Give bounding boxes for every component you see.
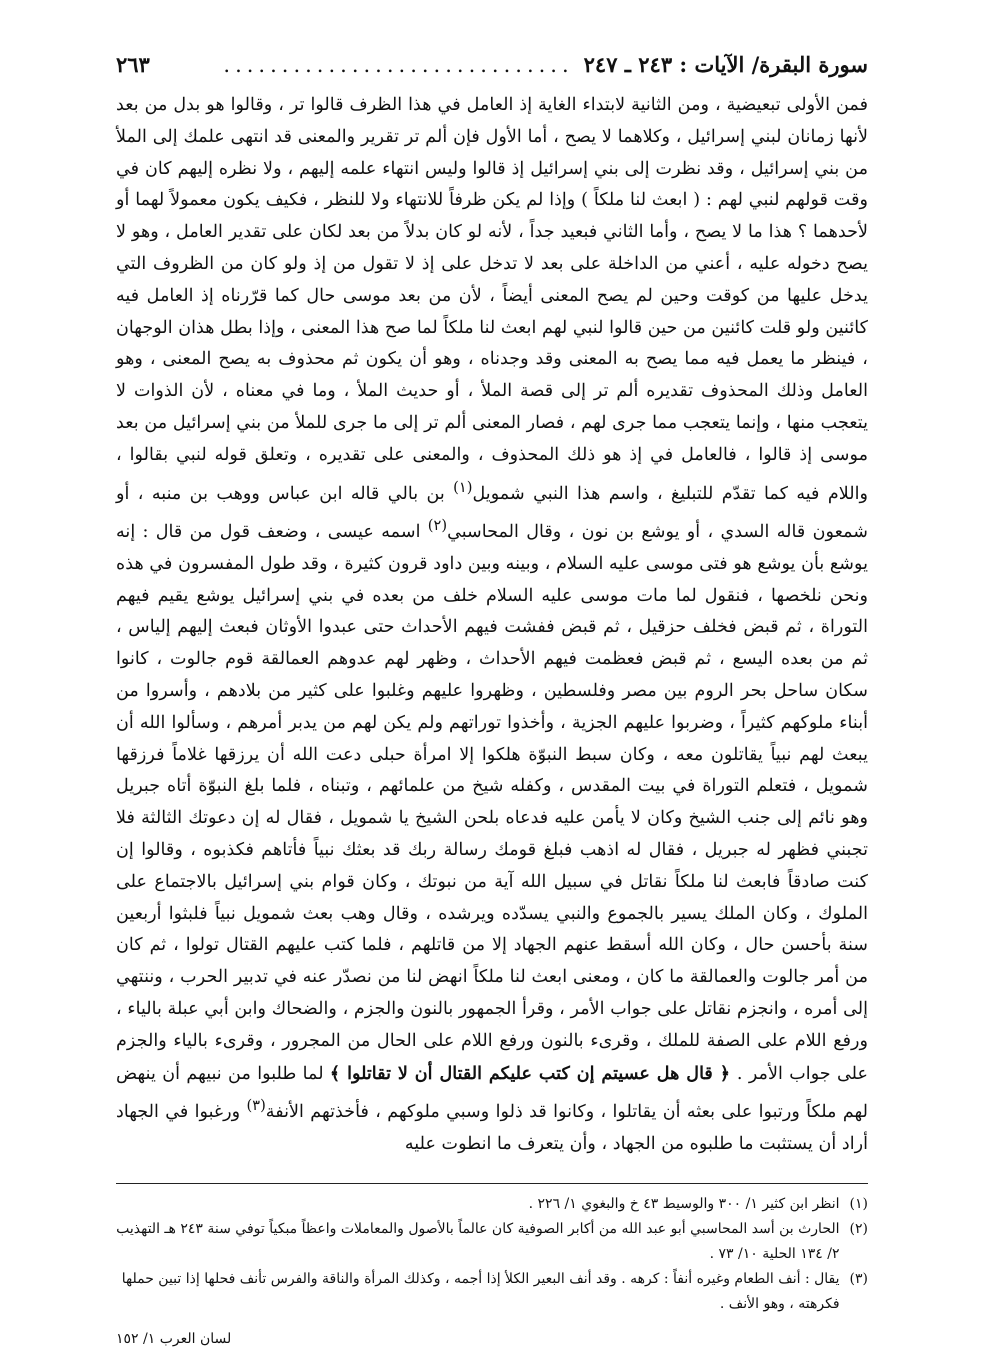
- footnote-number: (٢): [849, 1220, 868, 1237]
- source-reference: لسان العرب ١/ ١٥٢: [116, 1330, 232, 1347]
- text-run: اسمه عيسى ، وضعف قول من قال : إنه يوشع بأن يوشع هو فتى موسى عليه السلام ، وبينه وبين داود قرون كثيرة ، وقد طول المفسرون في هذه ونحن نلخصها ، فنقول لما مات موسى عليه السلام خلف من بعده في بني إسرائيل يوشع يقيم فيهم التوراة ، ثم قبض فخلف حزقيل ، ثم قبض ففشت فيهم الأحداث حتى عبدوا الأوثان فبعث إليهم إلياس ، ثم من بعده اليسع ، ثم قبض فعظمت فيهم الأحداث ، وظهر لهم عدوهم العمالقة قوم جالوت ، كانوا سكان ساحل بحر الروم بين مصر وفلسطين ، وظهروا عليهم وغلبوا على كثير من بلادهم ، وأسروا من أبناء ملوكهم كثيراً ، وضربوا عليهم الجزية ، وأخذوا توراتهم ولم يكن لهم من يدبر أمرهم ، وسألوا الله أن يبعث لهم نبياً يقاتلون معه ، وكان سبط النبوّة هلكوا إلا امرأة حبلى دعت الله أن يرزقها غلاماً فرزقها شمويل ، فتعلم التوراة في بيت المقدس ، وكفله شيخ من علمائهم ، وتبناه ، فلما بلغ النبوّة أتاه جبريل وهو نائم إلى جنب الشيخ وكان لا يأمن عليه فدعاه بلحن الشيخ يا شمويل ، فقال له إن دعوتك الثالثة فلا تجبني فظهر له جبريل ، فقال له اذهب فبلغ قومك رسالة ربك قد بعثك نبياً فأتاهم فكذبوه ، وقالوا إن كنت صادقاً فابعث لنا ملكاً نقاتل في سبيل الله آية من نبوتك ، وكان قوام بني إسرائيل بالاجتماع على الملوك ، وكان الملك يسير بالجموع والنبي يسدّده ويرشده ، وقال وهب بعث شمويل نبياً فلبثوا أربعين سنة بأحسن حال ، وكان الله أسقط عنهم الجهاد إلا من قاتلهم ، فلما كتب عليهم القتال تولوا ، ثم كان من أمر جالوت والعمالقة ما كان ، ومعنى ابعث لنا ملكاً انهض لنا من نصدّر عنه في تدبير الحرب ، وننتهي إلى أمره ، وانجزم نقاتل على جواب الأمر ، وقرأ الجمهور بالنون والجزم ، والضحاك وابن أبي عبلة بالياء ، ورفع اللام على الصفة للملك ، وقرىء بالنون ورفع اللام على الحال من المجرور ، وقرىء بالياء والجزم على جواب الأمر .: [116, 522, 868, 1084]
- footnote: [116, 1217, 868, 1267]
- footnote-text: الحارث بن أسد المحاسبي أبو عبد الله من أكابر الصوفية كان عالماً بالأصول والمعاملات واعظاً مبكياً توفي سنة ٢٤٣ هـ التهذيب ٢/ ١٣٤ الحلية ١٠/ ٧٣ .: [116, 1220, 840, 1262]
- chapter-title: سورة البقرة/ الآيات : ٢٤٣ ـ ٢٤٧: [583, 52, 868, 77]
- footnote-text: انظر ابن كثير ١/ ٣٠٠ والوسيط ٤٣ خ والبغوي ١/ ٢٢٦ .: [528, 1195, 840, 1212]
- footnote-marker-3: (٣): [246, 1097, 266, 1115]
- text-run: فمن الأولى تبعيضية ، ومن الثانية لابتداء الغاية إذ العامل في هذا الظرف قالوا تر ، وقالوا هو بدل من بعد لأنها زمانان لبني إسرائيل ، وكلاهما لا يصح ، أما الأول فإن ألم تر تقرير والمعنى قد انتهى علمك إلى الملأ من بني إسرائيل ، وقد نظرت إلى بني إسرائيل إذ قالوا وليس انتهاء علمه إليهم ، ولا نظره إليهم كان في وقت قولهم لنبي لهم : ( ابعث لنا ملكاً ) وإذا لم يكن ظرفاً للانتهاء ولا للنظر ، فكيف يكون معمولاً لهما أو لأحدهما ؟ هذا ما لا يصح ، وأما الثاني فبعيد جداً ، لأنه لو كان بدلاً من بعد لكان على تقدير العامل ، وهو لا يصح دخوله عليه ، أعني من الداخلة على بعد لا تدخل على إذ لا تقول من إذ ولو كان من الظروف التي يدخل عليها من كوقت وحين لم يصح المعنى أيضاً ، لأن من بعد موسى حال كما قرّرناه إذ العامل فيه كائنين ولو قلت كائنين من حين قالوا لنبي لهم ابعث لنا ملكاً لما صح هذا المعنى ، وإذا بطل هذان الوجهان ، فينظر ما يعمل فيه مما يصح به المعنى وقد وجدناه ، وهو أن يكون ثم محذوف به يصح المعنى ، وهو العامل وذلك المحذوف تقديره ألم تر إلى قصة الملأ ، أو حديث الملأ ، وما في معناه ، لأن الذوات لا يتعجب منها ، وإنما يتعجب مما جرى لهم ، فصار المعنى ألم تر إلى ما جرى للملأ من بني إسرائيل من بعد موسى إذ قالوا ، فالعامل في إذ هو ذلك المحذوف ، والمعنى على تقديره ، وتعلق قوله لنبي بقالوا ، واللام فيه كما تقدّم للتبليغ ، واسم هذا النبي شمويل: [116, 95, 868, 504]
- main-text: [116, 90, 868, 1161]
- paragraph: [116, 90, 868, 1161]
- footnote-marker-2: (٢): [427, 517, 448, 535]
- footnote-number: (١): [849, 1195, 868, 1212]
- footnote: [116, 1192, 868, 1217]
- footnote-separator: [116, 1183, 868, 1184]
- text-run: ورغبوا في الجهاد أراد أن يستثبت ما طلبوه من الجهاد ، وأن يتعرف ما انطوت عليه: [116, 1102, 868, 1155]
- page-number: ٢٦٣: [116, 52, 150, 77]
- text-run: لما طلبوا من نبيهم أن ينهض لهم ملكاً ورتبوا على بعثه أن يقاتلوا ، وكانوا قد ذلوا وسبي ملوكهم ، فأخذتهم الأنفة: [116, 1063, 868, 1123]
- leader-dots: ..............................: [223, 53, 574, 77]
- footnotes: [116, 1192, 868, 1317]
- footnote-marker-1: (١): [453, 478, 473, 496]
- footnote: [116, 1267, 868, 1317]
- footnote-number: (٣): [849, 1270, 868, 1287]
- quran-verse: ﴿ قال هل عسيتم إن كتب عليكم القتال أن لا تقاتلوا ﴾: [329, 1062, 737, 1084]
- running-header: [116, 52, 868, 86]
- footnote-text: يقال : أنف الطعام وغيره أنفاً : كرهه . وقد أنف البعير الكلأ إذا أجمه ، وكذلك المرأة والناقة والفرس تأنف فحلها إذا تبين حملها فكرهته ، وهو الأنف .: [121, 1270, 840, 1312]
- text-run: بن بالي قاله ابن عباس ووهب بن منبه ، أو شمعون قاله السدي ، أو يوشع بن نون ، وقال المحاسبي: [116, 483, 868, 543]
